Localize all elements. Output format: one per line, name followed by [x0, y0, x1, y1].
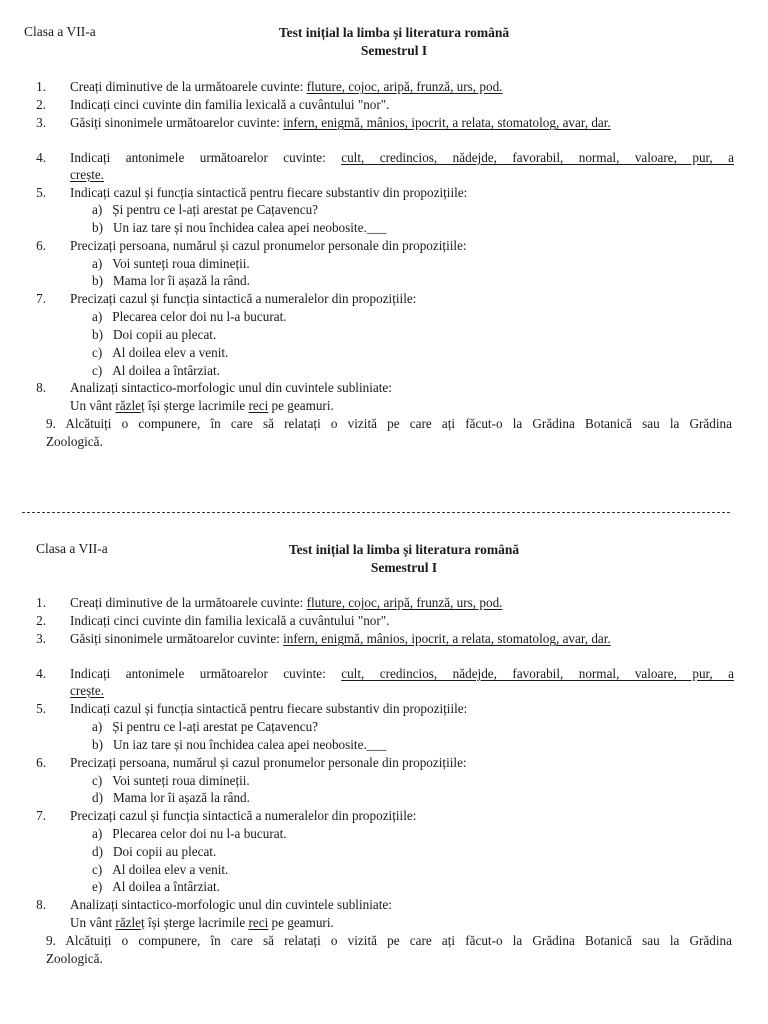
question-9-cont: Zoologică.: [46, 951, 103, 966]
question-8-sentence: Un vânt răzleț își șterge lacrimile reci pe geamuri.: [70, 915, 334, 930]
question-9-cont: Zoologică.: [46, 434, 103, 449]
class-label: Clasa a VII-a: [36, 541, 108, 556]
question-6-item-d: d) Mama lor îi așază la rând.: [92, 790, 250, 805]
question-4-cont: crește.: [70, 167, 105, 182]
question-6-item-b: b) Mama lor îi așază la rând.: [92, 273, 250, 288]
question-1: 1. Creați diminutive de la următoarele cuvinte: fluture, cojoc, aripă, frunză, urs, pod.: [36, 79, 503, 94]
underlined-word-2: reci: [248, 915, 269, 930]
underlined-word-1: răzleț: [115, 915, 145, 930]
question-5-item-a: a) Și pentru ce l-ați arestat pe Cațavencu?: [92, 202, 319, 217]
question-5-item-b: b) Un iaz tare și nou închidea calea apei neobosite.___: [92, 220, 387, 235]
question-5-item-a: a) Și pentru ce l-ați arestat pe Cațavencu?: [92, 719, 319, 734]
question-5-item-b: b) Un iaz tare și nou închidea calea apei neobosite.___: [92, 737, 387, 752]
question-6-item-c: c) Voi sunteți roua dimineții.: [92, 773, 250, 788]
class-label: Clasa a VII-a: [24, 24, 96, 39]
question-7-item-1: a) Plecarea celor doi nu l-a bucurat.: [92, 826, 287, 841]
test-title: Test inițial la limba și literatura română Semestrul I: [0, 24, 768, 60]
question-7-item-3: c) Al doilea elev a venit.: [92, 862, 229, 877]
question-7: 7. Precizați cazul și funcția sintactică a numeralelor din propozițiile:: [36, 808, 417, 823]
question-5: 5. Indicați cazul și funcția sintactică pentru fiecare substantiv din propozițiile:: [36, 185, 468, 200]
question-4-cont: crește.: [70, 683, 105, 698]
underlined-word-2: reci: [248, 398, 269, 413]
question-4-text: Indicați antonimele următoarelor cuvinte: cult, credincios, nădejde, favorabil, normal, valoare, pur, a: [70, 150, 735, 165]
test-title: Test inițial la limba și literatura română Semestrul I: [0, 541, 768, 577]
question-7: 7. Precizați cazul și funcția sintactică a numeralelor din propozițiile:: [36, 291, 417, 306]
question-9: 9. Alcătuiți o compunere, în care să relatați o vizită pe care ați făcut-o la Grădina Botanică sau la Grădina: [46, 933, 732, 948]
question-7-item-2: d) Doi copii au plecat.: [92, 844, 217, 859]
question-6: 6. Precizați persoana, numărul și cazul pronumelor personale din propozițiile:: [36, 238, 467, 253]
question-7-item-2: b) Doi copii au plecat.: [92, 327, 217, 342]
question-7-item-4: e) Al doilea a întârziat.: [92, 879, 220, 894]
question-8: 8. Analizați sintactico-morfologic unul din cuvintele subliniate:: [36, 380, 392, 395]
question-7-item-4: c) Al doilea a întârziat.: [92, 363, 220, 378]
semester-label: Semestrul I: [360, 43, 428, 58]
question-9: 9. Alcătuiți o compunere, în care să relatați o vizită pe care ați făcut-o la Grădina Botanică sau la Grădina: [46, 416, 732, 431]
question-6-item-a: a) Voi sunteți roua dimineții.: [92, 256, 250, 271]
question-2: 2. Indicați cinci cuvinte din familia lexicală a cuvântului "nor".: [36, 613, 390, 628]
question-8-sentence: Un vânt răzleț își șterge lacrimile reci pe geamuri.: [70, 398, 334, 413]
question-3: 3. Găsiți sinonimele următoarelor cuvinte: infern, enigmă, mânios, ipocrit, a relata, stomatolog, avar, dar.: [36, 115, 611, 130]
semester-label: Semestrul I: [370, 560, 438, 575]
question-7-item-1: a) Plecarea celor doi nu l-a bucurat.: [92, 309, 287, 324]
question-7-item-3: c) Al doilea elev a venit.: [92, 345, 229, 360]
cut-line-divider: [22, 512, 730, 513]
question-5: 5. Indicați cazul și funcția sintactică pentru fiecare substantiv din propozițiile:: [36, 701, 468, 716]
question-4-text: Indicați antonimele următoarelor cuvinte: cult, credincios, nădejde, favorabil, normal, valoare, pur, a: [70, 666, 735, 681]
underlined-word-1: răzleț: [115, 398, 145, 413]
question-2: 2. Indicați cinci cuvinte din familia lexicală a cuvântului "nor".: [36, 97, 390, 112]
question-1: 1. Creați diminutive de la următoarele cuvinte: fluture, cojoc, aripă, frunză, urs, pod.: [36, 595, 503, 610]
question-6: 6. Precizați persoana, numărul și cazul pronumelor personale din propozițiile:: [36, 755, 467, 770]
question-3: 3. Găsiți sinonimele următoarelor cuvinte: infern, enigmă, mânios, ipocrit, a relata, stomatolog, avar, dar.: [36, 631, 611, 646]
question-8: 8. Analizați sintactico-morfologic unul din cuvintele subliniate:: [36, 897, 392, 912]
